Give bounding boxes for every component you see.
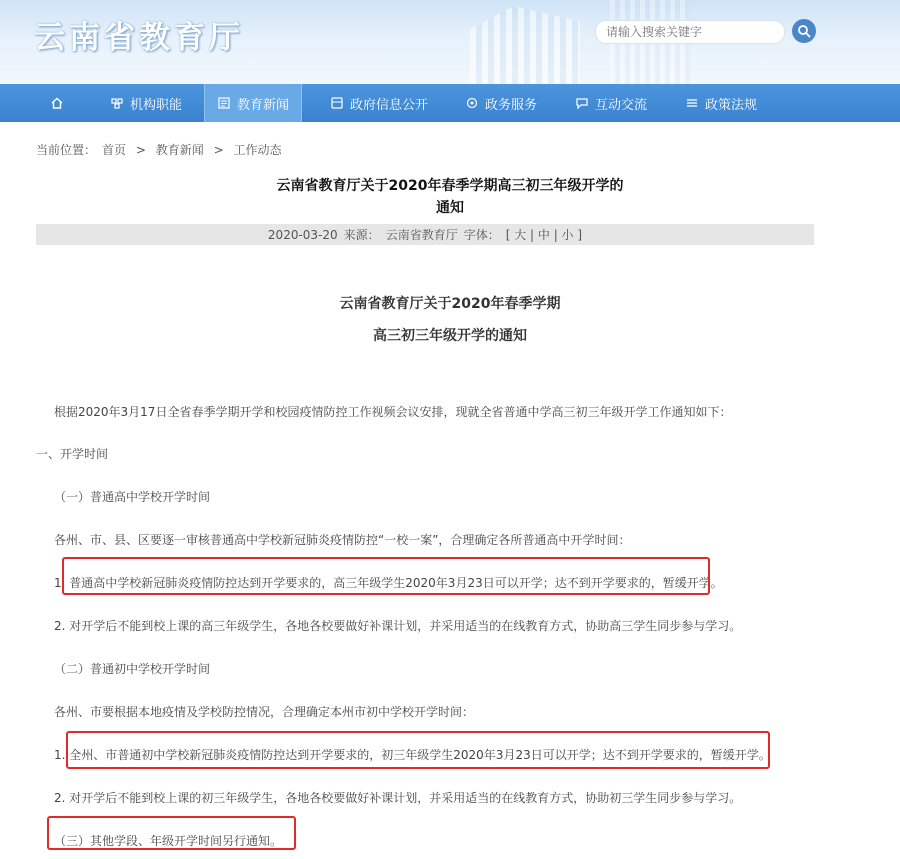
site-banner xyxy=(0,0,900,84)
building-decoration xyxy=(470,6,580,84)
source-label: 来源： xyxy=(343,228,380,242)
nav-item-org[interactable] xyxy=(110,84,182,122)
article-title-line2: 通知 xyxy=(436,200,464,216)
intro-paragraph: 根据2020年3月17日全省春季学期开学和校园疫情防控工作视频会议安排，现就全省普通中学高三初三年级开学工作通知如下： xyxy=(54,405,732,419)
paragraph: 2. 对开学后不能到校上课的高三年级学生，各地各校要做好补课计划，并采用适当的在线教育方式，协助高三学生同步参与学习。 xyxy=(54,619,742,633)
nav-home[interactable] xyxy=(50,84,64,122)
search-input[interactable] xyxy=(596,21,776,43)
nav-label: 机构职能 xyxy=(130,97,183,113)
org-icon xyxy=(110,96,124,110)
info-icon xyxy=(330,96,344,110)
breadcrumb xyxy=(36,141,288,158)
article-source: 云南省教育厅 xyxy=(385,228,458,242)
paragraph: 2. 对开学后不能到校上课的初三年级学生，各地各校要做好补课计划，并采用适当的在线教育方式，协助初三学生同步参与学习。 xyxy=(54,791,742,805)
breadcrumb-current[interactable]: 工作动态 xyxy=(233,143,282,157)
search-icon xyxy=(797,24,811,38)
news-icon xyxy=(217,96,231,110)
subsection-heading: （一）普通高中学校开学时间 xyxy=(54,490,211,504)
font-size-label: 字体： xyxy=(463,228,500,242)
nav-label: 政务服务 xyxy=(485,97,538,113)
paragraph: 各州、市、县、区要逐一审核普通高中学校新冠肺炎疫情防控“一校一案”，合理确定各所普通高中开学时间： xyxy=(54,533,631,547)
highlight-box xyxy=(62,557,710,595)
article-date: 2020-03-20 xyxy=(267,227,338,242)
breadcrumb-separator: > xyxy=(213,143,224,157)
policy-icon xyxy=(685,96,699,110)
nav-item-chat[interactable] xyxy=(575,84,647,122)
search-box[interactable] xyxy=(595,20,785,44)
nav-item-service[interactable] xyxy=(465,84,537,122)
article-meta xyxy=(36,224,814,245)
main-nav xyxy=(0,84,900,122)
highlight-box xyxy=(66,731,770,769)
paragraph: 各州、市要根据本地疫情及学校防控情况，合理确定本州市初中学校开学时间： xyxy=(54,705,475,719)
breadcrumb-news[interactable]: 教育新闻 xyxy=(155,143,204,157)
chat-icon xyxy=(575,96,589,110)
highlight-box xyxy=(47,816,296,850)
nav-label: 互动交流 xyxy=(595,97,648,113)
breadcrumb-separator: > xyxy=(135,143,146,157)
site-title[interactable]: 云南省教育厅 xyxy=(34,20,244,56)
font-size-options[interactable]: [ 大 | 中 | 小 ] xyxy=(505,228,583,242)
nav-label: 教育新闻 xyxy=(236,97,289,113)
breadcrumb-home[interactable]: 首页 xyxy=(102,143,127,157)
service-icon xyxy=(465,96,479,110)
search-button[interactable] xyxy=(792,19,816,43)
nav-item-news[interactable] xyxy=(204,84,302,122)
nav-item-policy[interactable] xyxy=(685,84,757,122)
section-heading: 一、开学时间 xyxy=(36,447,109,461)
doc-subtitle-line1: 云南省教育厅关于2020年春季学期 xyxy=(339,296,561,312)
nav-item-info[interactable] xyxy=(330,84,428,122)
highlighted-paragraph: （三）其他学段、年级开学时间另行通知。 xyxy=(54,834,283,848)
article-title-line1: 云南省教育厅关于2020年春季学期高三初三年级开学的 xyxy=(276,178,624,194)
home-icon xyxy=(50,96,64,110)
breadcrumb-prefix: 当前位置： xyxy=(36,143,97,157)
nav-label: 政府信息公开 xyxy=(350,97,429,113)
highlighted-paragraph: 1. 全州、市普通初中学校新冠肺炎疫情防控达到开学要求的，初三年级学生2020年3月23日可以开学；达不到开学要求的，暂缓开学。 xyxy=(54,748,771,762)
doc-subtitle-line2: 高三初三年级开学的通知 xyxy=(373,328,527,344)
highlighted-paragraph: 1. 普通高中学校新冠肺炎疫情防控达到开学要求的，高三年级学生2020年3月23日可以开学；达不到开学要求的，暂缓开学。 xyxy=(54,576,723,590)
subsection-heading: （二）普通初中学校开学时间 xyxy=(54,662,211,676)
nav-label: 政策法规 xyxy=(705,97,758,113)
